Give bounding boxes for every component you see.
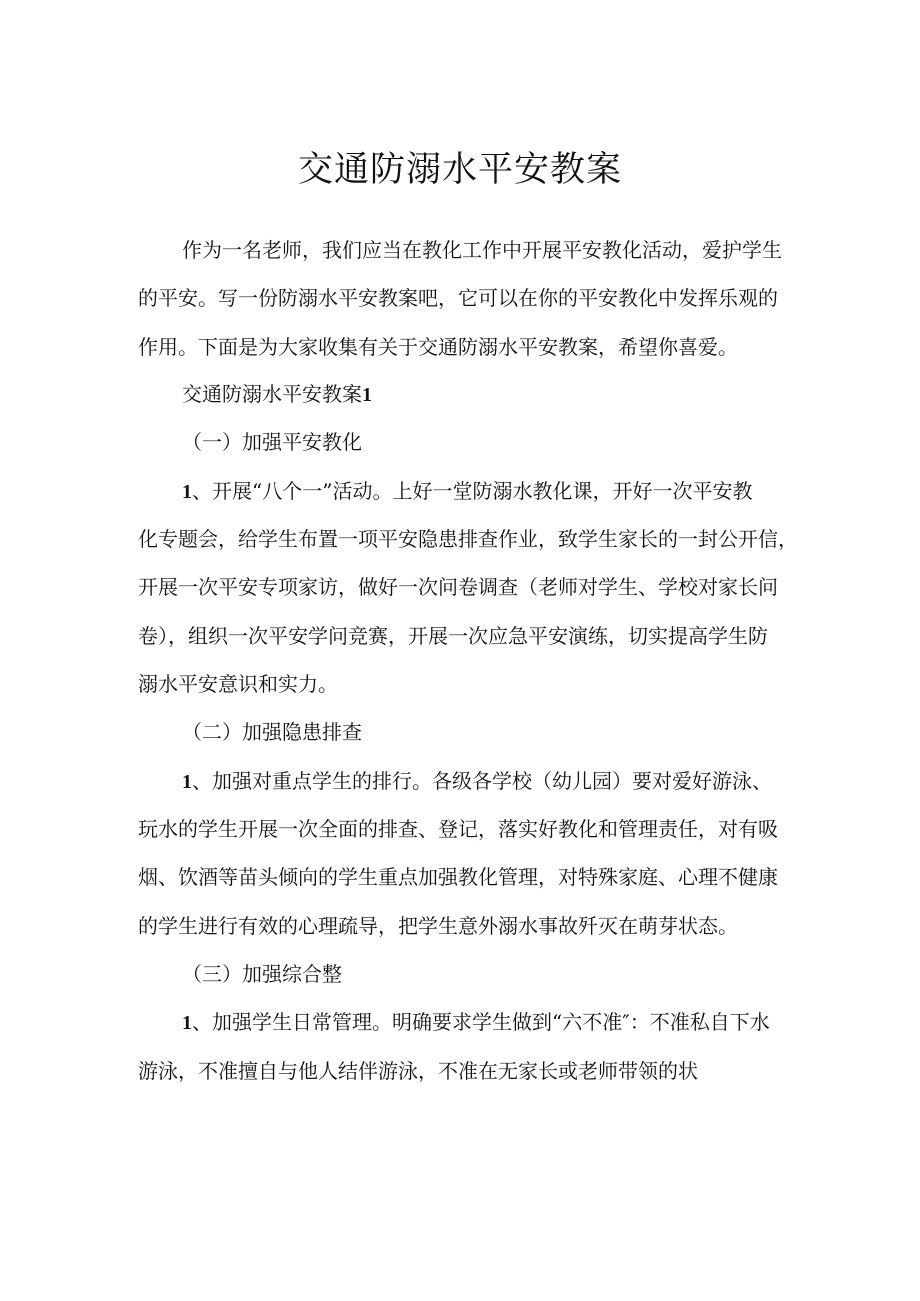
section-1-line-5: 溺水平安意识和实力。 <box>138 672 338 696</box>
section-3-heading: （三）加强综合整 <box>182 962 342 986</box>
subheading-text: 交通防溺水平安教案 <box>182 382 362 406</box>
intro-line-3: 作用。下面是为大家收集有关于交通防溺水平安教案，希望你喜爱。 <box>138 335 738 359</box>
section-1-item-number: 1 <box>182 481 192 503</box>
section-1-line-4: 卷），组织一次平安学问竞赛，开展一次应急平安演练，切实提高学生防 <box>138 624 768 648</box>
section-3-item-number: 1 <box>182 1012 192 1034</box>
section-2-item-text: 、加强对重点学生的排行。各级各学校（幼儿园）要对爱好游泳、 <box>192 769 772 793</box>
section-2-item-number: 1 <box>182 771 192 793</box>
section-1-heading: （一）加强平安教化 <box>182 430 362 454</box>
section-1-line-3: 开展一次平安专项家访，做好一次问卷调查（老师对学生、学校对家长问 <box>138 575 778 599</box>
document-title: 交通防溺水平安教案 <box>297 150 622 190</box>
section-2-line-2: 玩水的学生开展一次全面的排查、登记，落实好教化和管理责任，对有吸 <box>138 817 778 841</box>
section-3-item-text: 、加强学生日常管理。明确要求学生做到“六不准″：不准私自下水 <box>192 1010 770 1034</box>
section-2-line-4: 的学生进行有效的心理疏导，把学生意外溺水事故歼灭在萌芽状态。 <box>138 914 738 938</box>
subheading-number: 1 <box>362 384 372 406</box>
section-1-item-first-line <box>182 477 752 506</box>
subheading <box>182 380 372 409</box>
section-2-item-first-line <box>182 767 772 796</box>
section-1-line-2: 化专题会，给学生布置一项平安隐患排查作业，致学生家长的一封公开信， <box>138 527 798 551</box>
section-2-heading: （二）加强隐患排查 <box>182 720 362 744</box>
section-1-item-text: 、开展“八个一”活动。上好一堂防溺水教化课，开好一次平安教 <box>192 479 753 503</box>
section-3-item-first-line <box>182 1008 770 1037</box>
section-3-line-2: 游泳，不准擅自与他人结伴游泳，不准在无家长或老师带领的状 <box>138 1059 698 1083</box>
intro-line-1: 作为一名老师，我们应当在教化工作中开展平安教化活动，爱护学生 <box>182 238 782 262</box>
intro-line-2: 的平安。写一份防溺水平安教案吧，它可以在你的平安教化中发挥乐观的 <box>138 286 778 310</box>
section-2-line-3: 烟、饮酒等苗头倾向的学生重点加强教化管理，对特殊家庭、心理不健康 <box>138 865 778 889</box>
